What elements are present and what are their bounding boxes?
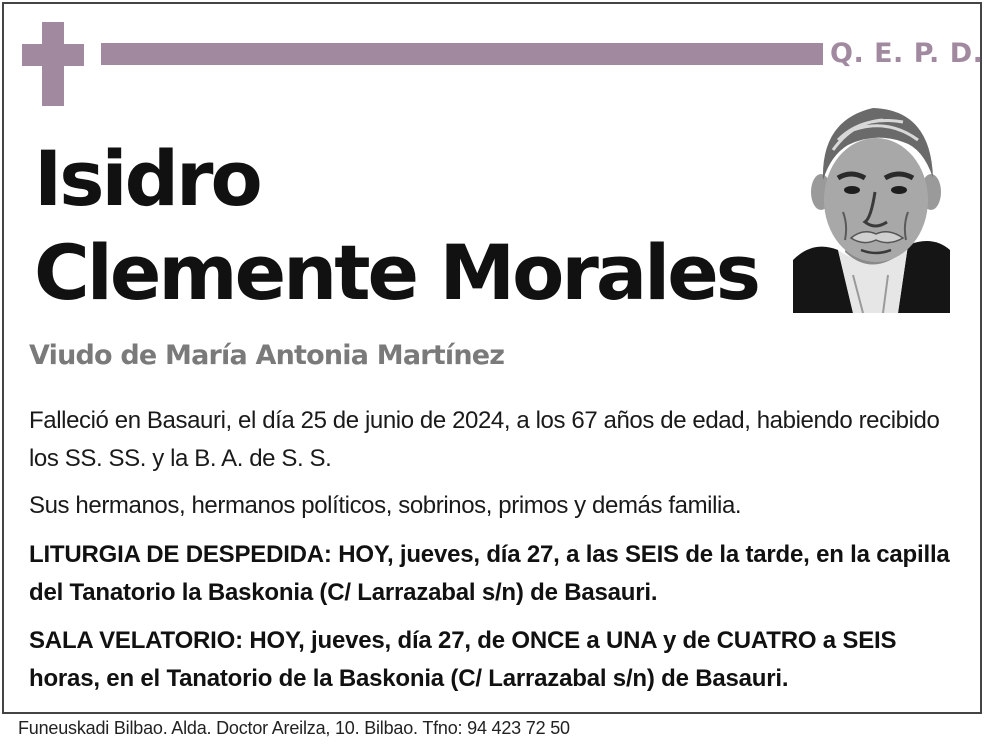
family-notice: Sus hermanos, hermanos políticos, sobrinos, primos y demás familia. [29,492,742,519]
obituary-card [2,2,982,714]
header-rule [101,43,823,65]
portrait-photo [793,100,950,313]
spouse-line: Viudo de María Antonia Martínez [29,340,505,371]
cross-icon [22,22,84,106]
deceased-name [34,132,758,320]
death-notice: Falleció en Basauri, el día 25 de junio de 2024, a los 67 años de edad, habiendo recibido los SS. SS. y la B. A. de S. S. [29,407,940,472]
surnames: Clemente Morales [34,228,758,317]
first-name: Isidro [34,134,260,223]
liturgy-notice: LITURGIA DE DESPEDIDA: HOY, jueves, día 27, a las SEIS de la tarde, en la capilla del Tanatorio la Baskonia (C/ Larrazabal s/n) de Basauri. [29,541,950,606]
funeral-home-contact: Funeuskadi Bilbao. Alda. Doctor Areilza, 10. Bilbao. Tfno: 94 423 72 50 [18,718,570,738]
qepd-label: Q. E. P. D. [830,38,984,69]
wake-notice: SALA VELATORIO: HOY, jueves, día 27, de ONCE a UNA y de CUATRO a SEIS horas, en el Tanatorio de la Baskonia (C/ Larrazabal s/n) de Basauri. [29,627,897,692]
